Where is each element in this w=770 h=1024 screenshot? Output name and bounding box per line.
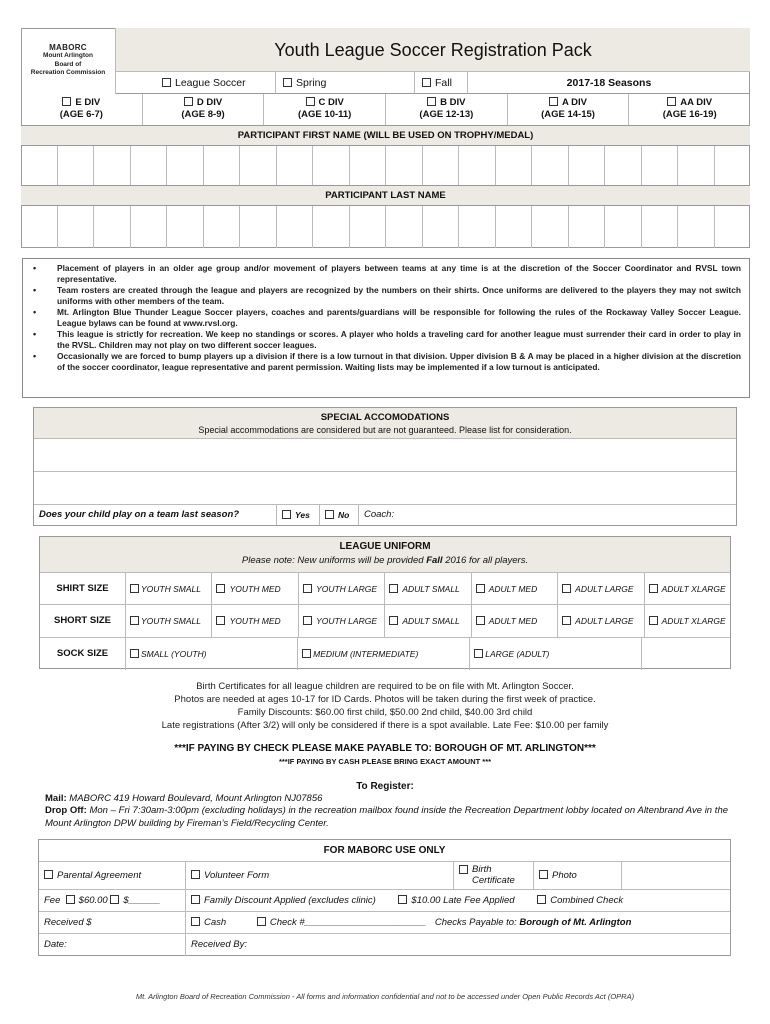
letter-box[interactable] (569, 146, 606, 185)
checkbox[interactable] (191, 895, 200, 904)
drop-off-line: Drop Off: Mon – Fri 7:30am-3:00pm (excluding holidays) in the recreation mailbox found inside the Recreation Department lobby located on Altenbrand Ave in the Mount Arlington DPW building by Fireman’s Field/Recycling Center. (45, 805, 729, 829)
received-amount-field[interactable]: Received $ (39, 912, 186, 933)
maborc-title: FOR MABORC USE ONLY (39, 840, 730, 862)
shirt-size-label: SHIRT SIZE (40, 573, 126, 604)
letter-box[interactable] (313, 146, 350, 185)
checkbox[interactable] (110, 895, 119, 904)
short-option[interactable]: ADULT XLARGE (645, 605, 730, 636)
checkbox[interactable] (191, 917, 200, 926)
checkbox[interactable] (422, 78, 431, 87)
logo-line: MABORC (49, 43, 87, 52)
sock-option[interactable]: SMALL (YOUTH) (126, 638, 298, 670)
shirt-option[interactable]: ADULT LARGE (558, 573, 644, 604)
letter-box[interactable] (605, 206, 642, 248)
checkbox[interactable] (562, 616, 571, 625)
letter-box[interactable] (459, 146, 496, 185)
birth-certificate-option[interactable]: Birth Certificate (454, 862, 534, 889)
checkbox[interactable] (476, 584, 485, 593)
fee-field[interactable]: Fee $60.00 $______ (39, 890, 186, 911)
logo-line: Board of (54, 60, 82, 68)
checkbox[interactable] (257, 917, 266, 926)
letter-box[interactable] (715, 146, 751, 185)
checkbox[interactable] (562, 584, 571, 593)
short-option[interactable]: ADULT LARGE (558, 605, 644, 636)
checkbox[interactable] (389, 584, 398, 593)
letter-box[interactable] (496, 206, 533, 248)
checkbox[interactable] (459, 865, 468, 874)
checkbox[interactable] (283, 78, 292, 87)
checkbox[interactable] (398, 895, 407, 904)
shirt-option[interactable]: YOUTH SMALL (126, 573, 212, 604)
letter-box[interactable] (386, 146, 423, 185)
yes-option[interactable]: Yes (277, 505, 320, 525)
letter-box[interactable] (459, 206, 496, 248)
letter-box[interactable] (423, 206, 460, 248)
checkbox[interactable] (44, 870, 53, 879)
rule-item: • This league is strictly for recreation. We keep no standings or scores. A player who holds a traveling card for another league must surrender their card in order to play in the RVSL. Children may not play on two different soccer leagues. (31, 329, 741, 351)
letter-box[interactable] (350, 146, 387, 185)
last-name-label: PARTICIPANT LAST NAME (21, 186, 750, 206)
division-b[interactable]: B DIV (AGE 12-13) (386, 94, 508, 125)
uniform-note: Please note: New uniforms will be provided Fall 2016 for all players. (241, 555, 529, 566)
option-spring[interactable]: Spring (276, 72, 415, 94)
letter-box[interactable] (313, 206, 350, 248)
checkbox[interactable] (306, 97, 315, 106)
checkbox[interactable] (130, 584, 139, 593)
register-instructions (45, 793, 728, 830)
special-subtitle: Special accommodations are considered but are not guaranteed. Please list for consideration. (198, 425, 572, 435)
letter-box[interactable] (204, 206, 241, 248)
shirt-option[interactable]: ADULT XLARGE (645, 573, 730, 604)
maborc-logo (21, 28, 116, 94)
payment-method-row[interactable]: Cash Check #_______________________ Checks Payable to: Borough of Mt. Arlington (186, 912, 730, 933)
league-uniform-section (39, 536, 731, 669)
letter-box[interactable] (21, 206, 58, 248)
sock-size-label: SOCK SIZE (40, 638, 126, 670)
checkbox[interactable] (303, 584, 312, 593)
checkbox[interactable] (282, 510, 291, 519)
letter-box[interactable] (240, 206, 277, 248)
letter-box[interactable] (642, 206, 679, 248)
letter-box[interactable] (21, 146, 58, 185)
parental-agreement-option[interactable]: Parental Agreement (39, 862, 186, 889)
letter-box[interactable] (58, 206, 95, 248)
sock-option[interactable]: LARGE (ADULT) (470, 638, 642, 670)
letter-box[interactable] (204, 146, 241, 185)
logo-line: Recreation Commission (30, 68, 106, 76)
checkbox[interactable] (667, 97, 676, 106)
letter-box[interactable] (569, 206, 606, 248)
checkbox[interactable] (191, 870, 200, 879)
short-option[interactable]: YOUTH SMALL (126, 605, 212, 636)
check-payable-note: ***IF PAYING BY CHECK PLEASE MAKE PAYABLE TO: BOROUGH OF MT. ARLINGTON*** (174, 743, 596, 754)
first-name-label: PARTICIPANT FIRST NAME (WILL BE USED ON TROPHY/MEDAL) (21, 126, 750, 146)
checkbox[interactable] (130, 616, 139, 625)
checkbox[interactable] (325, 510, 334, 519)
mail-line: Mail: MABORC 419 Howard Boulevard, Mount Arlington NJ07856 (45, 793, 323, 804)
checkbox[interactable] (216, 616, 225, 625)
checkbox[interactable] (474, 649, 483, 658)
date-field[interactable]: Date: (39, 934, 186, 956)
letter-box[interactable] (678, 206, 715, 248)
checkbox[interactable] (549, 97, 558, 106)
short-option[interactable]: ADULT SMALL (385, 605, 471, 636)
uniform-title: LEAGUE UNIFORM (339, 541, 431, 552)
special-accommodations-section (33, 407, 737, 526)
checkbox[interactable] (389, 616, 398, 625)
accommodations-line[interactable] (34, 439, 736, 472)
division-d[interactable]: D DIV (AGE 8-9) (143, 94, 265, 125)
checkbox[interactable] (66, 895, 75, 904)
info-birth-certificates: Birth Certificates for all league children are required to be on file with Mt. Arlington Soccer. (196, 681, 574, 692)
discount-row[interactable]: Family Discount Applied (excludes clinic) $10.00 Late Fee Applied Combined Check (186, 890, 730, 911)
division-c[interactable]: C DIV (AGE 10-11) (264, 94, 386, 125)
last-name-letter-boxes[interactable] (21, 206, 750, 248)
maborc-use-only-section (38, 839, 731, 956)
option-league-soccer[interactable]: League Soccer (116, 72, 276, 94)
photo-option[interactable]: Photo (534, 862, 622, 889)
sock-size-row (40, 638, 730, 670)
volunteer-form-option[interactable]: Volunteer Form (186, 862, 454, 889)
checkbox[interactable] (216, 584, 225, 593)
letter-box[interactable] (496, 146, 533, 185)
last-season-row (34, 505, 736, 525)
coach-field[interactable]: Coach: (364, 509, 395, 520)
checkbox[interactable] (130, 649, 139, 658)
info-late-registration: Late registrations (After 3/2) will only be considered if there is a spot available. Late Fee: $10.00 per family (161, 720, 609, 731)
letter-box[interactable] (605, 146, 642, 185)
letter-box[interactable] (678, 146, 715, 185)
last-season-question: Does your child play on a team last season? (34, 505, 277, 525)
division-e[interactable]: E DIV (AGE 6-7) (21, 94, 143, 125)
rule-item: • Team rosters are created through the league and players are recognized by the numbers on their shirts. Once uniforms are delivered to the players they may not switch uniforms with other members of the team. (31, 285, 741, 307)
shirt-option[interactable]: YOUTH MED (212, 573, 298, 604)
footer-note: Mt. Arlington Board of Recreation Commission - All forms and information confidential and not to be accessed under Open Public Records Act (OPRA) (135, 992, 635, 1001)
checkbox[interactable] (62, 97, 71, 106)
checkbox[interactable] (427, 97, 436, 106)
checkbox[interactable] (476, 616, 485, 625)
shirt-option[interactable]: ADULT MED (472, 573, 558, 604)
info-family-discounts: Family Discounts: $60.00 first child, $50.00 2nd child, $40.00 3rd child (237, 707, 533, 718)
letter-box[interactable] (277, 206, 314, 248)
to-register-title: To Register: (356, 781, 414, 792)
sock-option[interactable]: MEDIUM (INTERMEDIATE) (298, 638, 470, 670)
letter-box[interactable] (532, 206, 569, 248)
no-option[interactable]: No (320, 505, 359, 525)
special-title: SPECIAL ACCOMODATIONS (320, 412, 450, 423)
letter-box[interactable] (167, 206, 204, 248)
letter-box[interactable] (131, 146, 168, 185)
checkbox[interactable] (539, 870, 548, 879)
checkbox[interactable] (537, 895, 546, 904)
first-name-letter-boxes[interactable] (21, 146, 750, 186)
seasons-label: 2017-18 Seasons (468, 72, 750, 94)
letter-box[interactable] (58, 146, 95, 185)
rule-item: • Occasionally we are forced to bump players up a division if there is a low turnout in that division. Upper division B & A may be placed in a higher division at the discretion of the soccer coordinator, league representative and parent permission. Waiting lists may be implemented if a low turnout is anticipated. (31, 351, 741, 373)
logo-line: Mount Arlington (43, 52, 93, 60)
rule-item: • Placement of players in an older age group and/or movement of players between teams at any time is at the discretion of the Soccer Coordinator and RVSL town representative. (31, 263, 741, 285)
shirt-option[interactable]: ADULT SMALL (385, 573, 471, 604)
letter-box[interactable] (167, 146, 204, 185)
letter-box[interactable] (386, 206, 423, 248)
short-option[interactable]: YOUTH LARGE (299, 605, 385, 636)
letter-box[interactable] (277, 146, 314, 185)
page-title: Youth League Soccer Registration Pack (116, 28, 750, 72)
checkbox[interactable] (162, 78, 171, 87)
short-option[interactable]: YOUTH MED (212, 605, 298, 636)
letter-box[interactable] (423, 146, 460, 185)
option-fall[interactable]: Fall (415, 72, 468, 94)
letter-box[interactable] (94, 146, 131, 185)
rule-item: • Mt. Arlington Blue Thunder League Soccer players, coaches and parents/guardians will be responsible for following the rules of the Rockaway Valley Soccer League. League bylaws can be found at www.rvsl.org. (31, 307, 741, 329)
checkbox[interactable] (303, 616, 312, 625)
letter-box[interactable] (240, 146, 277, 185)
letter-box[interactable] (715, 206, 751, 248)
sock-option-empty (642, 638, 730, 670)
checkbox[interactable] (184, 97, 193, 106)
letter-box[interactable] (532, 146, 569, 185)
short-size-row (40, 605, 730, 637)
checkbox[interactable] (649, 584, 658, 593)
accommodations-line[interactable] (34, 472, 736, 505)
letter-box[interactable] (94, 206, 131, 248)
short-option[interactable]: ADULT MED (472, 605, 558, 636)
checkbox[interactable] (649, 616, 658, 625)
cash-note: ***IF PAYING BY CASH PLEASE BRING EXACT AMOUNT *** (278, 757, 492, 766)
shirt-size-row (40, 573, 730, 605)
letter-box[interactable] (350, 206, 387, 248)
shirt-option[interactable]: YOUTH LARGE (299, 573, 385, 604)
letter-box[interactable] (642, 146, 679, 185)
short-size-label: SHORT SIZE (40, 605, 126, 636)
received-by-field[interactable]: Received By: (191, 939, 247, 950)
division-a[interactable]: A DIV (AGE 14-15) (508, 94, 630, 125)
letter-box[interactable] (131, 206, 168, 248)
division-row (21, 94, 750, 126)
info-photos: Photos are needed at ages 10-17 for ID Cards. Photos will be taken during the first week of practice. (174, 694, 596, 705)
checkbox[interactable] (302, 649, 311, 658)
rules-list (22, 258, 750, 398)
division-aa[interactable]: AA DIV (AGE 16-19) (662, 97, 717, 120)
